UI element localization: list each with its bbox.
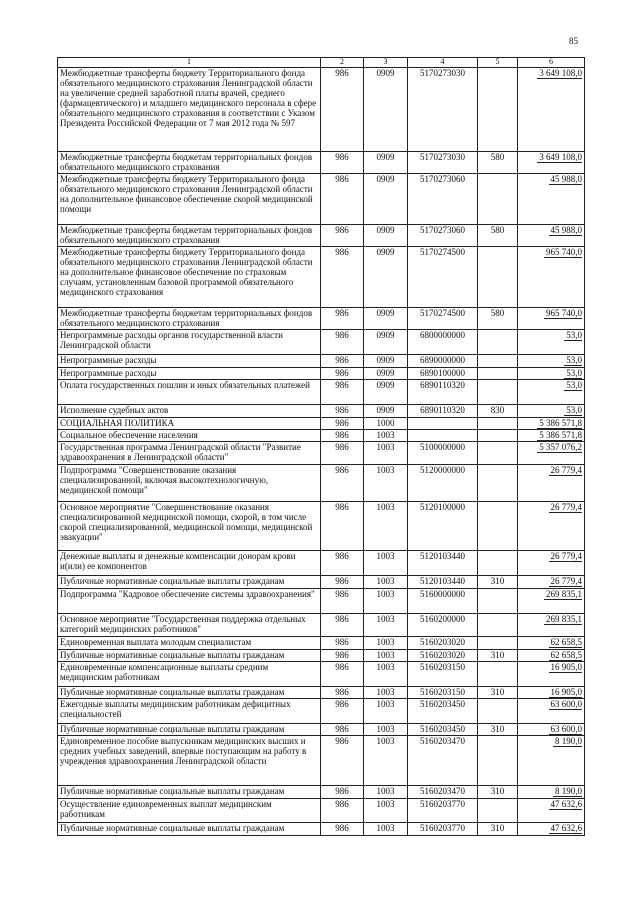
row-name: СОЦИАЛЬНАЯ ПОЛИТИКА (58, 418, 321, 430)
row-amount: 63 600,0 (550, 699, 582, 709)
row-expense-type: 310 (478, 687, 518, 699)
row-section: 0909 (364, 68, 408, 152)
row-target-article: 5160203150 (408, 687, 478, 699)
row-section: 1003 (364, 465, 408, 502)
row-code: 986 (321, 225, 364, 247)
row-name: Публичные нормативные социальные выплаты гражданам (58, 823, 321, 836)
table-row (58, 823, 585, 836)
row-target-article: 5100000000 (408, 442, 478, 465)
row-expense-type (478, 442, 518, 465)
row-amount-cell (518, 430, 585, 442)
row-name: Публичные нормативные социальные выплаты гражданам (58, 724, 321, 736)
page-number: 85 (569, 36, 578, 46)
row-section: 1003 (364, 430, 408, 442)
row-amount: 269 835,1 (546, 589, 582, 599)
row-expense-type: 310 (478, 650, 518, 662)
row-amount-cell (518, 405, 585, 418)
row-name: Подпрограмма "Кадровое обеспечение системы здравоохранения" (58, 589, 321, 614)
row-target-article (408, 418, 478, 430)
row-target-article: 5160000000 (408, 589, 478, 614)
row-code: 986 (321, 687, 364, 699)
row-code: 986 (321, 699, 364, 724)
table-row (58, 589, 585, 614)
row-section: 1003 (364, 687, 408, 699)
table-row (58, 308, 585, 330)
table-header-row (58, 58, 585, 68)
row-section: 1003 (364, 786, 408, 799)
row-code: 986 (321, 442, 364, 465)
row-expense-type (478, 502, 518, 551)
table-row (58, 380, 585, 405)
row-section: 0909 (364, 247, 408, 308)
table-row (58, 225, 585, 247)
row-amount-cell (518, 355, 585, 368)
row-amount: 269 835,1 (546, 614, 582, 624)
table-row (58, 68, 585, 152)
row-amount-cell (518, 699, 585, 724)
row-amount-cell (518, 68, 585, 152)
row-target-article: 5170273030 (408, 152, 478, 174)
row-expense-type: 580 (478, 308, 518, 330)
row-amount-cell (518, 368, 585, 380)
row-target-article: 5170273030 (408, 68, 478, 152)
table-row (58, 736, 585, 786)
row-section: 0909 (364, 405, 408, 418)
row-code: 986 (321, 308, 364, 330)
row-name: Основное мероприятие "Государственная поддержка отдельных категорий медицинских работников" (58, 614, 321, 637)
row-amount: 63 600,0 (550, 724, 582, 734)
row-amount: 8 190,0 (555, 786, 582, 796)
row-code: 986 (321, 502, 364, 551)
table-row (58, 699, 585, 724)
row-name: Межбюджетные трансферты бюджетам территориальных фондов обязательного медицинского страхования (58, 225, 321, 247)
row-amount-cell (518, 799, 585, 823)
row-amount-cell (518, 551, 585, 576)
table-row (58, 650, 585, 662)
row-expense-type: 310 (478, 576, 518, 589)
row-name: Межбюджетные трансферты бюджету Территориального фонда обязательного медицинского страхования Ленинградской области на дополнительное финансовое обеспечение по страховым случаям, установленным базовой программой обязательного медицинского страхования (58, 247, 321, 308)
row-name: Основное мероприятие "Совершенствование оказания специализированной медицинской помощи, скорой, в том числе скорой специализированной, медицинской помощи, медицинской эвакуации" (58, 502, 321, 551)
row-amount: 965 740,0 (546, 247, 582, 257)
row-code: 986 (321, 786, 364, 799)
row-target-article: 5160203470 (408, 736, 478, 786)
row-target-article: 5160203150 (408, 662, 478, 687)
row-code: 986 (321, 247, 364, 308)
row-amount-cell (518, 786, 585, 799)
row-target-article: 5160203020 (408, 637, 478, 650)
row-code: 986 (321, 637, 364, 650)
header-col-2: 2 (321, 58, 364, 68)
row-code: 986 (321, 614, 364, 637)
row-expense-type (478, 430, 518, 442)
row-code: 986 (321, 650, 364, 662)
row-code: 986 (321, 355, 364, 368)
row-amount-cell (518, 614, 585, 637)
row-expense-type (478, 368, 518, 380)
row-amount: 16 905,0 (550, 687, 582, 697)
row-target-article: 5160203450 (408, 724, 478, 736)
row-code: 986 (321, 799, 364, 823)
table-row (58, 786, 585, 799)
row-name: Единовременное пособие выпускникам медицинских высших и средних учебных заведений, впервые поступающим на работу в учреждения здравоохранения Ленинградской области (58, 736, 321, 786)
row-name: Осуществление единовременных выплат медицинским работникам (58, 799, 321, 823)
table-row (58, 368, 585, 380)
table-row (58, 576, 585, 589)
row-expense-type (478, 699, 518, 724)
row-target-article: 5120100000 (408, 502, 478, 551)
row-section: 1003 (364, 662, 408, 687)
row-code: 986 (321, 724, 364, 736)
table-row (58, 405, 585, 418)
table-row (58, 614, 585, 637)
row-name: Единовременная выплата молодым специалистам (58, 637, 321, 650)
row-name: Государственная программа Ленинградской области "Развитие здравоохранения в Ленинградской области" (58, 442, 321, 465)
row-section: 0909 (364, 225, 408, 247)
row-section: 0909 (364, 152, 408, 174)
table-body (58, 68, 585, 836)
row-amount-cell (518, 418, 585, 430)
row-section: 1003 (364, 736, 408, 786)
row-expense-type (478, 589, 518, 614)
row-amount-cell (518, 823, 585, 836)
row-section: 0909 (364, 308, 408, 330)
row-amount: 62 658,5 (550, 637, 582, 647)
row-amount-cell (518, 637, 585, 650)
row-expense-type (478, 330, 518, 355)
row-code: 986 (321, 736, 364, 786)
row-name: Денежные выплаты и денежные компенсации донорам крови и(или) ее компонентов (58, 551, 321, 576)
row-target-article: 6890000000 (408, 355, 478, 368)
row-amount: 5 386 571,8 (539, 418, 582, 428)
row-section: 1003 (364, 442, 408, 465)
row-section: 1000 (364, 418, 408, 430)
row-expense-type (478, 614, 518, 637)
row-section: 0909 (364, 368, 408, 380)
row-section: 0909 (364, 330, 408, 355)
header-col-3: 3 (364, 58, 408, 68)
row-section: 1003 (364, 823, 408, 836)
row-target-article: 6800000000 (408, 330, 478, 355)
row-amount: 5 357 076,2 (539, 442, 582, 452)
table-row (58, 355, 585, 368)
row-amount: 53,0 (566, 380, 582, 390)
row-section: 1003 (364, 502, 408, 551)
row-expense-type (478, 68, 518, 152)
table-row (58, 687, 585, 699)
row-amount: 45 988,0 (550, 225, 582, 235)
row-amount-cell (518, 736, 585, 786)
row-section: 1003 (364, 614, 408, 637)
row-expense-type (478, 247, 518, 308)
row-expense-type (478, 662, 518, 687)
row-target-article: 6890110320 (408, 405, 478, 418)
row-expense-type: 310 (478, 823, 518, 836)
header-col-1: 1 (58, 58, 321, 68)
row-amount-cell (518, 650, 585, 662)
row-target-article: 5170273060 (408, 174, 478, 225)
row-expense-type (478, 551, 518, 576)
row-amount: 53,0 (566, 355, 582, 365)
row-amount-cell (518, 502, 585, 551)
row-code: 986 (321, 368, 364, 380)
row-target-article: 5120103440 (408, 576, 478, 589)
row-section: 1003 (364, 589, 408, 614)
row-amount-cell (518, 589, 585, 614)
row-amount-cell (518, 330, 585, 355)
row-target-article (408, 430, 478, 442)
table-row (58, 465, 585, 502)
row-expense-type (478, 380, 518, 405)
row-amount-cell (518, 576, 585, 589)
row-expense-type (478, 637, 518, 650)
row-code: 986 (321, 576, 364, 589)
row-name: Межбюджетные трансферты бюджетам территориальных фондов обязательного медицинского страхования (58, 152, 321, 174)
row-target-article: 5120103440 (408, 551, 478, 576)
row-code: 986 (321, 662, 364, 687)
row-section: 1003 (364, 699, 408, 724)
row-amount: 16 905,0 (550, 662, 582, 672)
row-amount: 26 779,4 (550, 465, 582, 475)
row-amount: 3 649 108,0 (539, 68, 582, 78)
row-amount-cell (518, 724, 585, 736)
table-row (58, 430, 585, 442)
row-expense-type: 580 (478, 225, 518, 247)
row-name: Исполнение судебных актов (58, 405, 321, 418)
row-amount-cell (518, 442, 585, 465)
row-amount: 3 649 108,0 (539, 152, 582, 162)
row-target-article: 6890110320 (408, 380, 478, 405)
row-section: 0909 (364, 174, 408, 225)
table-row (58, 174, 585, 225)
row-section: 1003 (364, 650, 408, 662)
row-amount: 47 632,6 (550, 799, 582, 809)
row-section: 1003 (364, 799, 408, 823)
row-target-article: 5160203470 (408, 786, 478, 799)
row-code: 986 (321, 405, 364, 418)
row-amount-cell (518, 662, 585, 687)
row-target-article: 5160203770 (408, 799, 478, 823)
row-target-article: 5170274500 (408, 308, 478, 330)
row-code: 986 (321, 174, 364, 225)
row-name: Ежегодные выплаты медицинским работникам дефицитных специальностей (58, 699, 321, 724)
row-amount-cell (518, 174, 585, 225)
row-code: 986 (321, 380, 364, 405)
row-expense-type (478, 418, 518, 430)
row-amount-cell (518, 308, 585, 330)
row-amount: 62 658,5 (550, 650, 582, 660)
table-row (58, 330, 585, 355)
row-name: Межбюджетные трансферты бюджету Территориального фонда обязательного медицинского страхования Ленинградской области на увеличение средней заработной платы врачей, среднего (фармацевтического) и младшего медицинского персонала в сфере обязательного медицинского страхования в соответствии с Указом Президента Российской Федерации от 7 мая 2012 года № 597 (58, 68, 321, 152)
row-section: 1003 (364, 724, 408, 736)
row-name: Оплата государственных пошлин и иных обязательных платежей (58, 380, 321, 405)
row-expense-type: 580 (478, 152, 518, 174)
row-name: Публичные нормативные социальные выплаты гражданам (58, 687, 321, 699)
row-amount-cell (518, 247, 585, 308)
row-section: 1003 (364, 637, 408, 650)
row-amount-cell (518, 465, 585, 502)
row-amount: 53,0 (566, 330, 582, 340)
table-row (58, 502, 585, 551)
row-target-article: 5120000000 (408, 465, 478, 502)
row-expense-type: 830 (478, 405, 518, 418)
row-code: 986 (321, 589, 364, 614)
row-code: 986 (321, 465, 364, 502)
row-code: 986 (321, 551, 364, 576)
row-code: 986 (321, 68, 364, 152)
table-row (58, 418, 585, 430)
table-row (58, 442, 585, 465)
row-name: Межбюджетные трансферты бюджету Территориального фонда обязательного медицинского страхования Ленинградской области на дополнительное финансовое обеспечение скорой медицинской помощи (58, 174, 321, 225)
row-name: Непрограммные расходы (58, 355, 321, 368)
row-expense-type (478, 799, 518, 823)
header-col-5: 5 (478, 58, 518, 68)
row-amount: 5 386 571,8 (539, 430, 582, 440)
row-target-article: 5160203020 (408, 650, 478, 662)
row-code: 986 (321, 330, 364, 355)
row-name: Единовременные компенсационные выплаты средним медицинским работникам (58, 662, 321, 687)
row-code: 986 (321, 823, 364, 836)
table-row (58, 152, 585, 174)
row-name: Непрограммные расходы (58, 368, 321, 380)
row-amount-cell (518, 687, 585, 699)
row-amount-cell (518, 225, 585, 247)
budget-table (57, 57, 585, 836)
row-amount: 26 779,4 (550, 576, 582, 586)
row-expense-type (478, 465, 518, 502)
row-target-article: 5170274500 (408, 247, 478, 308)
row-expense-type (478, 736, 518, 786)
row-amount: 8 190,0 (555, 736, 582, 746)
row-section: 0909 (364, 355, 408, 368)
row-name: Публичные нормативные социальные выплаты гражданам (58, 786, 321, 799)
row-target-article: 6890100000 (408, 368, 478, 380)
row-target-article: 5170273060 (408, 225, 478, 247)
row-amount: 53,0 (566, 405, 582, 415)
row-expense-type (478, 174, 518, 225)
row-code: 986 (321, 152, 364, 174)
row-target-article: 5160203770 (408, 823, 478, 836)
table-row (58, 637, 585, 650)
row-target-article: 5160200000 (408, 614, 478, 637)
table-row (58, 662, 585, 687)
row-amount-cell (518, 152, 585, 174)
row-name: Подпрограмма "Совершенствование оказания специализированной, включая высокотехнологичную, медицинской помощи" (58, 465, 321, 502)
row-name: Непрограммные расходы органов государственной власти Ленинградской области (58, 330, 321, 355)
row-amount: 26 779,4 (550, 502, 582, 512)
row-amount: 965 740,0 (546, 308, 582, 318)
row-name: Публичные нормативные социальные выплаты гражданам (58, 576, 321, 589)
row-expense-type (478, 355, 518, 368)
row-name: Межбюджетные трансферты бюджетам территориальных фондов обязательного медицинского страхования (58, 308, 321, 330)
row-amount: 26 779,4 (550, 551, 582, 561)
row-target-article: 5160203450 (408, 699, 478, 724)
table-row (58, 551, 585, 576)
row-name: Публичные нормативные социальные выплаты гражданам (58, 650, 321, 662)
row-code: 986 (321, 430, 364, 442)
row-amount-cell (518, 380, 585, 405)
row-expense-type: 310 (478, 786, 518, 799)
row-section: 0909 (364, 380, 408, 405)
row-section: 1003 (364, 551, 408, 576)
row-name: Социальное обеспечение населения (58, 430, 321, 442)
row-amount: 45 988,0 (550, 174, 582, 184)
table-row (58, 724, 585, 736)
row-code: 986 (321, 418, 364, 430)
row-expense-type: 310 (478, 724, 518, 736)
table-row (58, 799, 585, 823)
header-col-6: 6 (518, 58, 585, 68)
row-amount: 47 632,6 (550, 823, 582, 833)
header-col-4: 4 (408, 58, 478, 68)
table-row (58, 247, 585, 308)
row-section: 1003 (364, 576, 408, 589)
row-amount: 53,0 (566, 368, 582, 378)
